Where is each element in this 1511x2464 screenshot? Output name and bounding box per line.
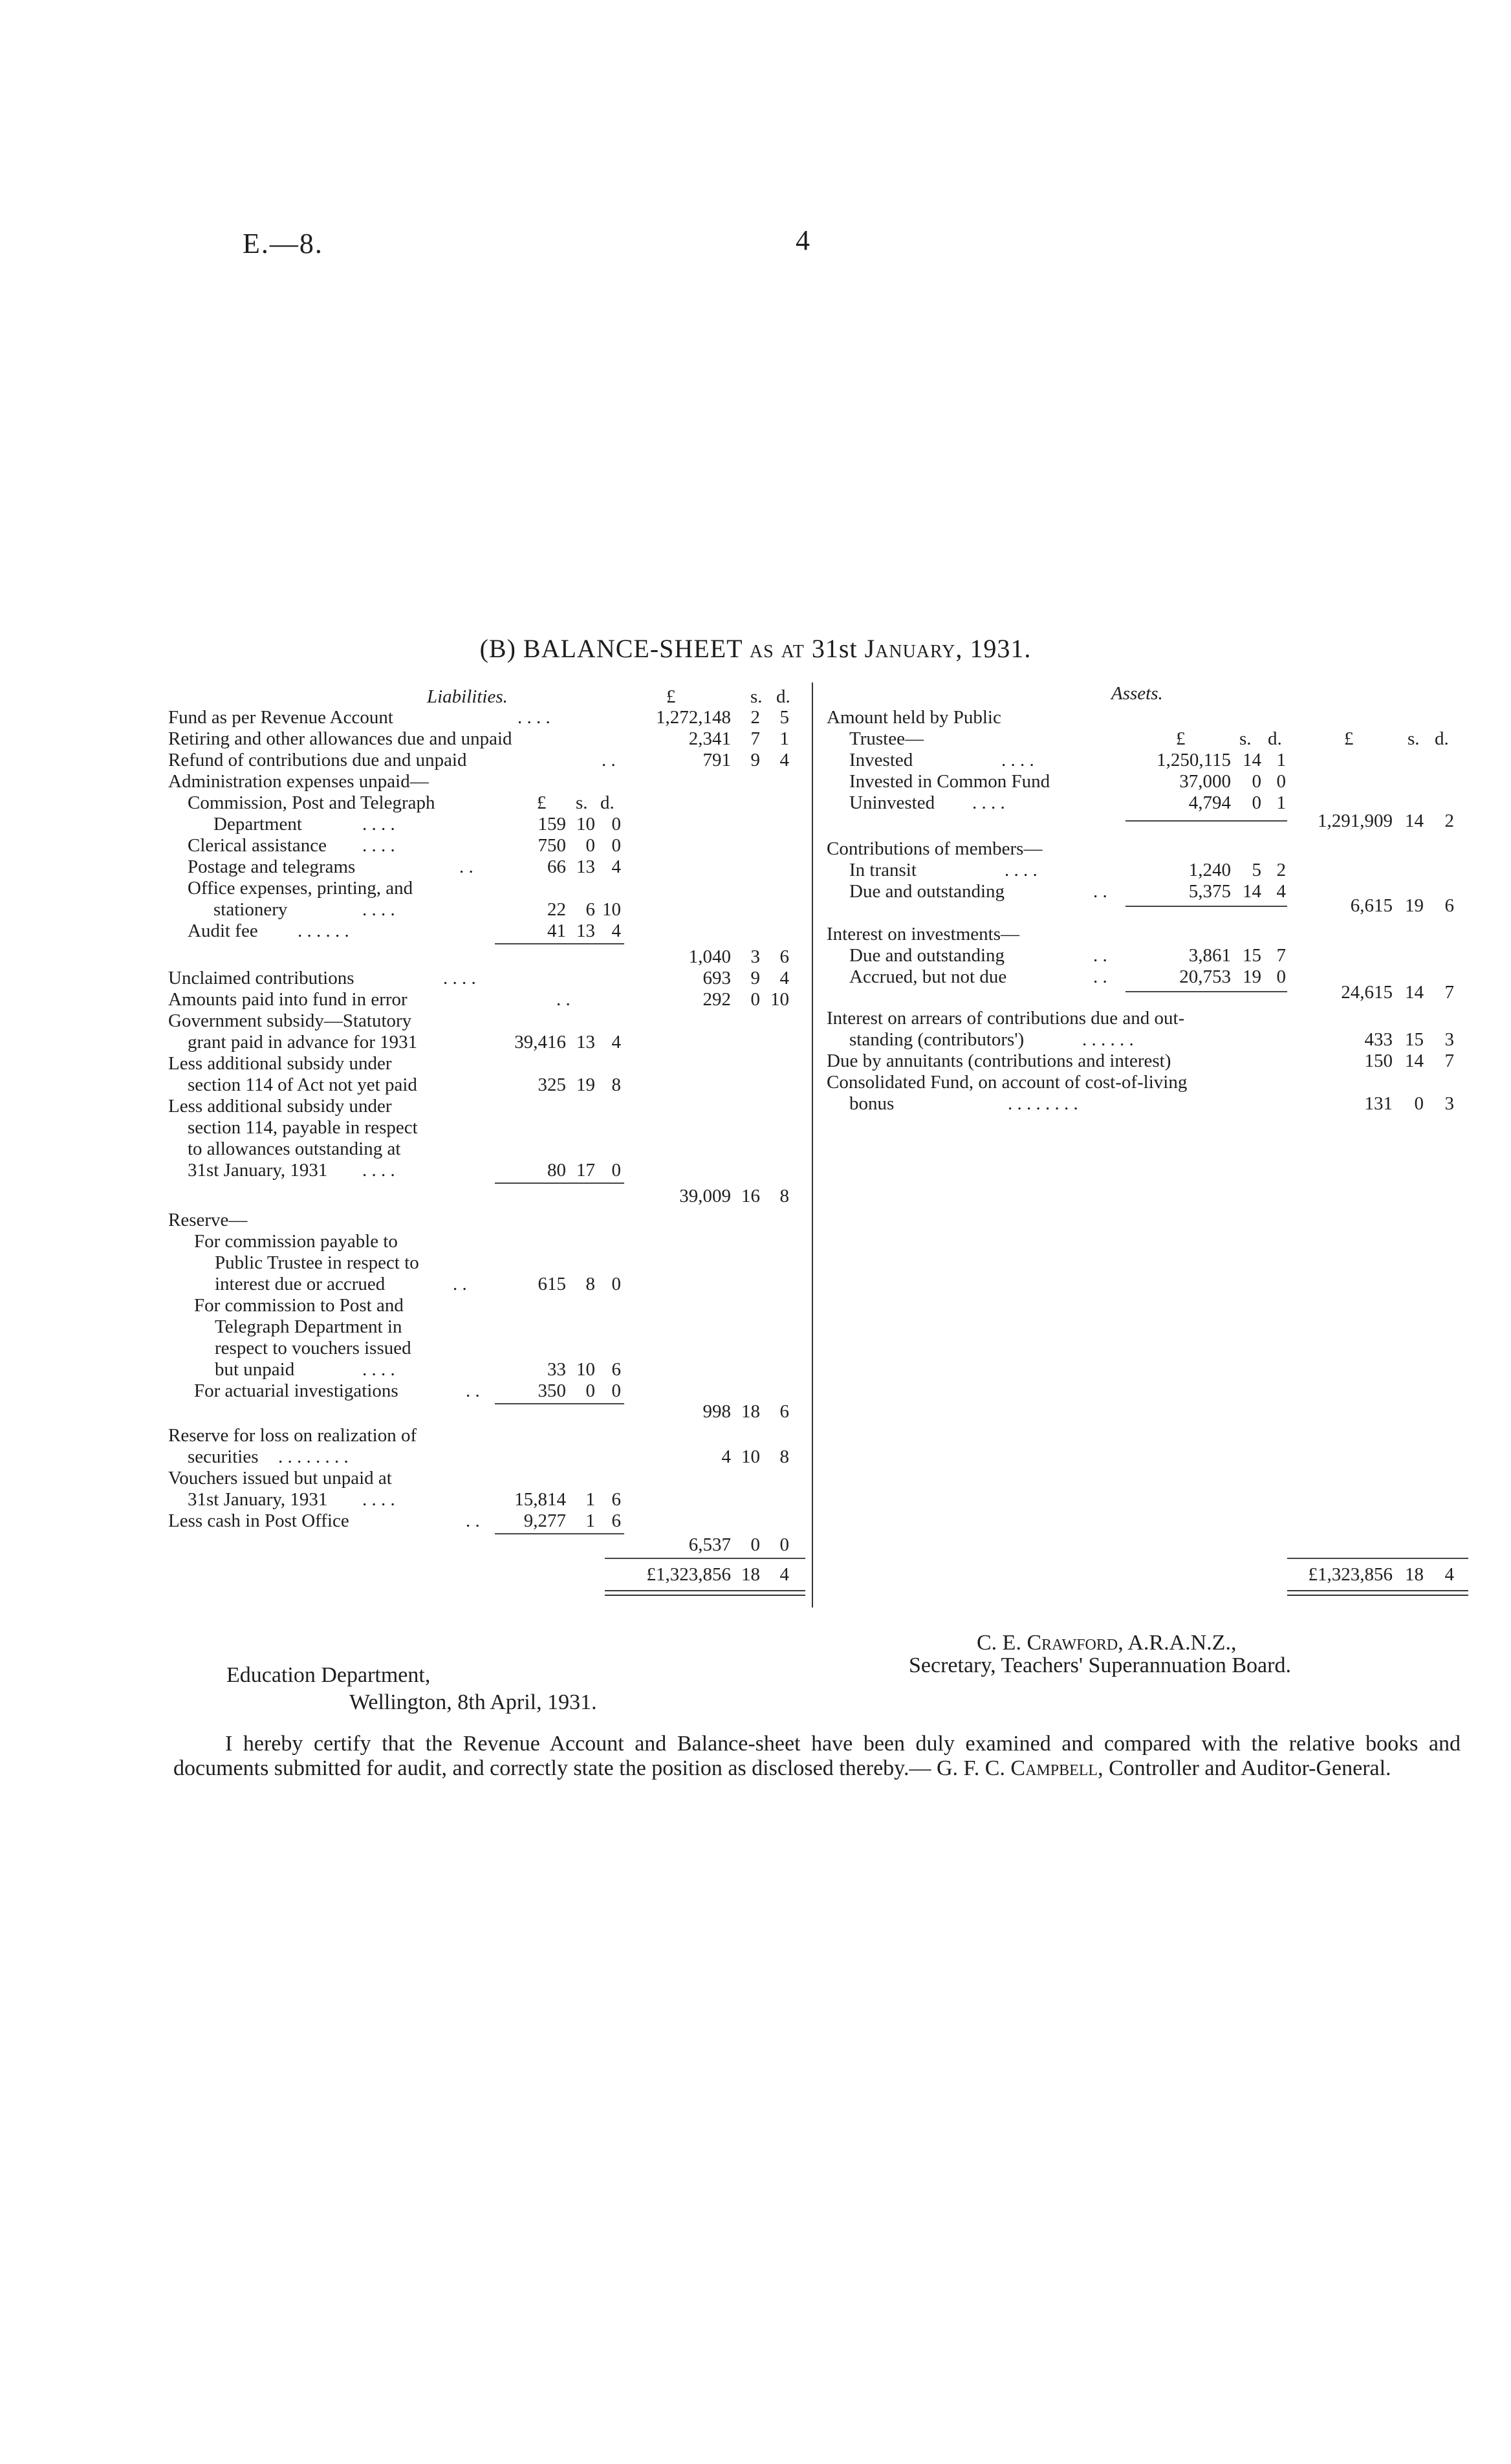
liability-row-vouchers-total — [168, 1534, 809, 1556]
double-underline — [1287, 1590, 1468, 1596]
liability-sub-pence: 0 — [611, 1160, 621, 1181]
liability-label: section 114 of Act not yet paid — [188, 1074, 417, 1095]
liability-row-pt-commission-3 — [168, 1274, 809, 1295]
liability-row-vouchers — [168, 1468, 809, 1489]
asset-outer-shillings-head: s. — [1408, 728, 1420, 749]
liability-sub-pence: 0 — [611, 835, 621, 856]
liability-sub-shillings: 8 — [585, 1274, 595, 1294]
asset-row-common — [827, 771, 1473, 792]
asset-pence: 3 — [1444, 1029, 1454, 1050]
liabilities-pence-head: d. — [776, 686, 790, 707]
asset-sub-pounds: 4,794 — [1188, 792, 1231, 813]
asset-sub-shillings: 0 — [1252, 792, 1261, 813]
liability-row-vouchers-2 — [168, 1489, 809, 1510]
liability-total-shillings: 18 — [741, 1564, 760, 1585]
liability-pounds: 791 — [702, 750, 731, 770]
liability-label: Government subsidy—Statutory — [168, 1010, 412, 1031]
asset-shillings: 14 — [1405, 1051, 1424, 1071]
liability-pounds: 693 — [702, 968, 731, 988]
asset-label: Uninvested — [849, 792, 935, 813]
liability-row-less2-4 — [168, 1160, 809, 1181]
liability-pounds: 1,040 — [688, 946, 731, 967]
liability-shillings: 0 — [750, 1534, 760, 1555]
asset-label: Trustee— — [849, 728, 924, 749]
liability-pence: 6 — [779, 946, 789, 967]
liability-sub-pence: 4 — [611, 921, 621, 941]
liabilities-heading: Liabilities. — [427, 686, 508, 707]
liability-row-less1 — [168, 1053, 809, 1074]
asset-pence: 7 — [1444, 1051, 1454, 1071]
asset-sub-pounds: 37,000 — [1179, 771, 1231, 792]
liability-sub-shillings: 19 — [576, 1074, 595, 1095]
liability-row-postage — [168, 856, 809, 878]
asset-sub-shillings: 14 — [1243, 881, 1261, 902]
liability-row-less2-3 — [168, 1139, 809, 1160]
liability-row-subsidy-2 — [168, 1032, 809, 1053]
liability-shillings: 2 — [750, 707, 760, 728]
liability-shillings: 3 — [750, 946, 760, 967]
asset-sub-shillings: 0 — [1252, 771, 1261, 792]
liability-pence: 5 — [779, 707, 789, 728]
document-reference: E.—8. — [243, 228, 323, 259]
auditor-title: , Controller and Auditor-General. — [1098, 1756, 1391, 1780]
asset-total-pounds: £1,323,856 — [1308, 1564, 1393, 1585]
liability-sub-pounds: 80 — [547, 1160, 566, 1181]
asset-row-contrib — [827, 838, 1473, 860]
asset-pounds: 131 — [1364, 1093, 1393, 1114]
asset-pence: 6 — [1444, 895, 1454, 916]
liability-sub-shillings: 13 — [576, 921, 595, 941]
liability-pounds: 6,537 — [688, 1534, 731, 1555]
liability-label: Retiring and other allowances due and unpaid — [168, 728, 512, 749]
liability-pounds: 1,272,148 — [656, 707, 731, 728]
liability-pence: 1 — [779, 728, 789, 749]
title-year: , 1931. — [955, 634, 1032, 663]
liability-sub-shillings: 1 — [585, 1510, 595, 1531]
liability-label: Fund as per Revenue Account — [168, 707, 393, 728]
liability-pence: 4 — [779, 968, 789, 988]
liability-label: interest due or accrued — [215, 1274, 386, 1294]
liability-row-retiring — [168, 728, 809, 750]
liability-sub-shillings: 10 — [576, 814, 595, 834]
liability-sub-pence: 6 — [611, 1359, 621, 1380]
liability-row-actuarial — [168, 1380, 809, 1402]
liability-row-error — [168, 989, 809, 1010]
liability-label: Public Trustee in respect to — [215, 1252, 419, 1273]
liability-pounds: 39,009 — [679, 1186, 731, 1206]
asset-row-trustee-total — [827, 811, 1473, 832]
liability-sub-pounds: 22 — [547, 899, 566, 920]
asset-dots: . . — [1093, 945, 1107, 966]
liability-row-unclaimed — [168, 968, 809, 989]
asset-outer-pounds-head: £ — [1344, 728, 1354, 749]
liability-label: Vouchers issued but unpaid at — [168, 1468, 392, 1488]
liability-dots: . . — [556, 989, 571, 1010]
liability-label: For actuarial investigations — [194, 1380, 398, 1401]
liability-row-office-2 — [168, 899, 809, 921]
liability-label: Clerical assistance — [188, 835, 327, 856]
liability-label: but unpaid — [215, 1359, 295, 1380]
asset-dots: . . . . . . — [1082, 1029, 1134, 1050]
asset-dots: . . — [1093, 966, 1107, 987]
liability-row-audit — [168, 921, 809, 942]
liability-dots: . . — [466, 1380, 480, 1401]
sub-shillings-head: s. — [576, 792, 588, 813]
asset-sub-pence: 2 — [1276, 860, 1286, 880]
liability-row-loss-2 — [168, 1446, 809, 1468]
liability-label: Commission, Post and Telegraph — [188, 792, 435, 813]
liability-dots: . . . . — [362, 1489, 395, 1510]
liability-sub-pounds: 615 — [538, 1274, 566, 1294]
liability-row-fund — [168, 707, 809, 728]
liability-sub-shillings: 0 — [585, 835, 595, 856]
asset-row-amount-held — [827, 707, 1473, 728]
liability-total-pence: 4 — [779, 1564, 789, 1585]
liability-row-commission-pt-2 — [168, 814, 809, 835]
liability-label: securities — [188, 1446, 259, 1467]
liability-row-refund — [168, 750, 809, 771]
liability-shillings: 9 — [750, 968, 760, 988]
asset-outer-pence-head: d. — [1435, 728, 1449, 749]
liability-sub-pounds: 41 — [547, 921, 566, 941]
liability-row-admin — [168, 771, 809, 792]
asset-sub-pounds: 1,240 — [1188, 860, 1231, 880]
asset-row-trustee — [827, 728, 1473, 750]
asset-sub-pence: 1 — [1276, 750, 1286, 770]
liability-pounds: 2,341 — [688, 728, 731, 749]
asset-total-pence: 4 — [1444, 1564, 1454, 1585]
asset-shillings: 0 — [1414, 1093, 1424, 1114]
asset-pence: 2 — [1444, 811, 1454, 831]
audit-certificate — [173, 1732, 1461, 1781]
liability-dots: . . — [459, 856, 473, 877]
liability-dots: . . . . — [362, 835, 395, 856]
asset-label: bonus — [849, 1093, 895, 1114]
liabilities-shillings-head: s. — [750, 686, 763, 707]
liability-label: Less additional subsidy under — [168, 1053, 392, 1074]
asset-row-transit — [827, 860, 1473, 881]
total-rule — [605, 1558, 805, 1559]
liability-label: 31st January, 1931 — [188, 1489, 328, 1510]
asset-dots: . . — [1093, 881, 1107, 902]
asset-shillings-head: s. — [1239, 728, 1252, 749]
asset-sub-pence: 0 — [1276, 966, 1286, 987]
asset-pounds: 6,615 — [1350, 895, 1393, 916]
asset-dots: . . . . — [1001, 750, 1034, 770]
liability-label: Office expenses, printing, and — [188, 878, 413, 899]
liability-row-post-commission-3 — [168, 1338, 809, 1359]
asset-label: Due and outstanding — [849, 945, 1005, 966]
liability-total-pounds: £1,323,856 — [646, 1564, 731, 1585]
liability-sub-pounds: 325 — [538, 1074, 566, 1095]
secretary-quals: , A.R.A.N.Z., — [1118, 1631, 1237, 1655]
liability-pence: 6 — [779, 1401, 789, 1422]
asset-pounds: 433 — [1364, 1029, 1393, 1050]
liability-shillings: 9 — [750, 750, 760, 770]
liability-dots: . . . . — [443, 968, 476, 988]
liability-label: Postage and telegrams — [188, 856, 356, 877]
liabilities-pounds-head: £ — [666, 686, 676, 707]
asset-row-contrib-total — [827, 895, 1473, 917]
liability-dots: . . — [602, 750, 616, 770]
liability-dots: . . . . — [362, 1359, 395, 1380]
liability-label: 31st January, 1931 — [188, 1160, 328, 1181]
liability-pence: 4 — [779, 750, 789, 770]
asset-sub-pence: 4 — [1276, 881, 1286, 902]
asset-label: Due and outstanding — [849, 881, 1005, 902]
liability-pence: 8 — [779, 1186, 789, 1206]
liability-sub-pence: 0 — [611, 1274, 621, 1294]
liability-row-admin-total — [168, 946, 809, 968]
assets-heading: Assets. — [1111, 683, 1163, 704]
asset-sub-pence: 1 — [1276, 792, 1286, 813]
liability-row-loss — [168, 1425, 809, 1446]
liability-sub-shillings: 0 — [585, 1380, 595, 1401]
certificate-text: I hereby certify that the Revenue Account and Balance-sheet have been duly examined and compared with the relative books and documents submitted for audit, and correctly state the position as disclosed thereby.— — [173, 1732, 1461, 1780]
title-main: (B) BALANCE-SHEET — [479, 634, 743, 663]
liability-label: grant paid in advance for 1931 — [188, 1032, 418, 1052]
secretary-name-text: C. E. Crawford — [977, 1631, 1118, 1655]
title-date-num: 31st — [811, 634, 858, 663]
liability-label: Reserve for loss on realization of — [168, 1425, 417, 1446]
liability-sub-pounds: 33 — [547, 1359, 566, 1380]
asset-row-arrears — [827, 1008, 1473, 1029]
asset-pence-head: d. — [1268, 728, 1282, 749]
liability-pounds: 4 — [721, 1446, 731, 1467]
liability-row-cash — [168, 1510, 809, 1532]
asset-label: Consolidated Fund, on account of cost-of-living — [827, 1072, 1188, 1093]
liability-sub-shillings: 17 — [576, 1160, 595, 1181]
title-date-month: January — [864, 634, 956, 663]
liability-label: Unclaimed contributions — [168, 968, 354, 988]
liability-sub-pence: 0 — [611, 814, 621, 834]
liability-label: Refund of contributions due and unpaid — [168, 750, 467, 770]
asset-label: Amount held by Public — [827, 707, 1001, 728]
liability-sub-pounds: 39,416 — [514, 1032, 566, 1052]
asset-shillings: 19 — [1405, 895, 1424, 916]
liability-label: stationery — [213, 899, 288, 920]
asset-sub-shillings: 5 — [1252, 860, 1261, 880]
balance-sheet-title — [0, 636, 1511, 662]
asset-sub-pounds: 20,753 — [1179, 966, 1231, 987]
liability-sub-pence: 8 — [611, 1074, 621, 1095]
asset-pounds-head: £ — [1176, 728, 1186, 749]
liability-row-clerical — [168, 835, 809, 856]
asset-grand-total — [827, 1564, 1473, 1586]
secretary-position: Secretary, Teachers' Superannuation Board. — [909, 1653, 1291, 1677]
asset-sub-pounds: 1,250,115 — [1157, 750, 1231, 770]
subtotal-rule — [495, 943, 624, 944]
asset-label: Accrued, but not due — [849, 966, 1007, 987]
liability-row-reserve-total — [168, 1401, 809, 1423]
asset-label: Invested in Common Fund — [849, 771, 1050, 792]
asset-sub-pence: 7 — [1276, 945, 1286, 966]
liability-label: Amounts paid into fund in error — [168, 989, 408, 1010]
liability-row-post-commission-2 — [168, 1316, 809, 1338]
liability-label: Less cash in Post Office — [168, 1510, 349, 1531]
liability-pence: 8 — [779, 1446, 789, 1467]
liability-label: Less additional subsidy under — [168, 1096, 392, 1117]
liability-sub-pence: 4 — [611, 1032, 621, 1052]
liability-sub-pounds: 15,814 — [514, 1489, 566, 1510]
asset-label: Contributions of members— — [827, 838, 1043, 859]
liability-dots: . . . . — [362, 1160, 395, 1181]
liability-label: Department — [213, 814, 302, 834]
liability-shillings: 10 — [741, 1446, 760, 1467]
liability-row-post-commission-4 — [168, 1359, 809, 1380]
liability-row-commission-pt — [168, 792, 809, 814]
page-number: 4 — [796, 224, 810, 256]
liability-sub-shillings: 6 — [585, 899, 595, 920]
liability-pence: 0 — [779, 1534, 789, 1555]
liability-row-less1-2 — [168, 1074, 809, 1096]
asset-sub-pounds: 5,375 — [1188, 881, 1231, 902]
title-as-at: as at — [749, 634, 805, 663]
asset-total-shillings: 18 — [1405, 1564, 1424, 1585]
department-name: Education Department, — [226, 1663, 431, 1687]
liability-sub-pence: 0 — [611, 1380, 621, 1401]
asset-row-invested — [827, 750, 1473, 771]
asset-row-arrears-2 — [827, 1029, 1473, 1051]
liability-label: Audit fee — [188, 921, 258, 941]
asset-sub-shillings: 19 — [1243, 966, 1261, 987]
liability-sub-pounds: 9,277 — [523, 1510, 566, 1531]
sub-pence-head: d. — [600, 792, 614, 813]
asset-label: Interest on arrears of contributions due and out- — [827, 1008, 1185, 1029]
liability-grand-total — [168, 1564, 809, 1586]
column-divider — [812, 682, 813, 1608]
asset-dots: . . . . . . . . — [1008, 1093, 1078, 1114]
asset-row-annuitants — [827, 1051, 1473, 1072]
liability-row-office — [168, 878, 809, 899]
liability-label: Reserve— — [168, 1210, 248, 1230]
asset-sub-pence: 0 — [1276, 771, 1286, 792]
liability-dots: . . . . . . . . — [278, 1446, 349, 1467]
asset-shillings: 14 — [1405, 811, 1424, 831]
liability-sub-shillings: 10 — [576, 1359, 595, 1380]
asset-sub-pounds: 3,861 — [1188, 945, 1231, 966]
liability-pounds: 292 — [702, 989, 731, 1010]
liability-row-less2-2 — [168, 1117, 809, 1139]
asset-row-int-due — [827, 945, 1473, 966]
auditor-name: G. F. C. Campbell — [936, 1756, 1098, 1780]
liability-dots: . . — [453, 1274, 467, 1294]
liability-label: respect to vouchers issued — [215, 1338, 411, 1358]
asset-shillings: 14 — [1405, 982, 1424, 1003]
asset-row-consolidated-2 — [827, 1093, 1473, 1115]
liability-pounds: 998 — [702, 1401, 731, 1422]
liability-sub-pounds: 750 — [538, 835, 566, 856]
asset-dots: . . . . — [1005, 860, 1038, 880]
liability-dots: . . . . — [362, 814, 395, 834]
asset-pence: 7 — [1444, 982, 1454, 1003]
asset-sub-shillings: 14 — [1243, 750, 1261, 770]
asset-label: Invested — [849, 750, 913, 770]
liability-sub-pence: 6 — [611, 1510, 621, 1531]
liability-dots: . . . . — [362, 899, 395, 920]
liability-row-less2 — [168, 1096, 809, 1117]
liability-label: Telegraph Department in — [215, 1316, 402, 1337]
liability-sub-pence: 4 — [611, 856, 621, 877]
double-underline — [605, 1590, 805, 1596]
liability-shillings: 7 — [750, 728, 760, 749]
secretary-name — [977, 1632, 1236, 1654]
asset-row-consolidated — [827, 1072, 1473, 1093]
liability-row-reserve — [168, 1210, 809, 1231]
liability-sub-pence: 6 — [611, 1489, 621, 1510]
asset-row-interest-total — [827, 982, 1473, 1003]
asset-label: Due by annuitants (contributions and interest) — [827, 1051, 1171, 1071]
liability-label: For commission to Post and — [194, 1295, 404, 1316]
asset-sub-shillings: 15 — [1243, 945, 1261, 966]
liability-label: to allowances outstanding at — [188, 1139, 401, 1159]
liability-row-subsidy-total — [168, 1186, 809, 1207]
liability-row-pt-commission-2 — [168, 1252, 809, 1274]
liability-dots: . . — [466, 1510, 480, 1531]
asset-label: Interest on investments— — [827, 924, 1020, 944]
liability-dots: . . . . . . — [298, 921, 349, 941]
asset-dots: . . . . — [972, 792, 1005, 813]
liability-dots: . . . . — [517, 707, 550, 728]
liability-label: For commission payable to — [194, 1231, 398, 1252]
place-date: Wellington, 8th April, 1931. — [349, 1690, 597, 1714]
liability-sub-shillings: 1 — [585, 1489, 595, 1510]
subtotal-rule — [495, 1183, 624, 1184]
asset-row-interest — [827, 924, 1473, 945]
liability-shillings: 16 — [741, 1186, 760, 1206]
liability-sub-pounds: 350 — [538, 1380, 566, 1401]
liability-shillings: 0 — [750, 989, 760, 1010]
sub-pounds-head: £ — [537, 792, 547, 813]
liability-sub-shillings: 13 — [576, 856, 595, 877]
liability-row-post-commission — [168, 1295, 809, 1316]
liability-row-pt-commission — [168, 1231, 809, 1252]
liability-sub-pounds: 159 — [538, 814, 566, 834]
liability-label: section 114, payable in respect — [188, 1117, 418, 1138]
asset-pounds: 1,291,909 — [1318, 811, 1393, 831]
liability-sub-shillings: 13 — [576, 1032, 595, 1052]
asset-shillings: 15 — [1405, 1029, 1424, 1050]
asset-pounds: 24,615 — [1341, 982, 1393, 1003]
liability-shillings: 18 — [741, 1401, 760, 1422]
liability-sub-pence: 10 — [602, 899, 621, 920]
asset-label: standing (contributors') — [849, 1029, 1025, 1050]
liability-sub-pounds: 66 — [547, 856, 566, 877]
asset-pounds: 150 — [1364, 1051, 1393, 1071]
liability-row-subsidy — [168, 1010, 809, 1032]
total-rule — [1287, 1558, 1468, 1559]
asset-pence: 3 — [1444, 1093, 1454, 1114]
liability-pence: 10 — [770, 989, 789, 1010]
asset-label: In transit — [849, 860, 917, 880]
liability-label: Administration expenses unpaid— — [168, 771, 429, 792]
